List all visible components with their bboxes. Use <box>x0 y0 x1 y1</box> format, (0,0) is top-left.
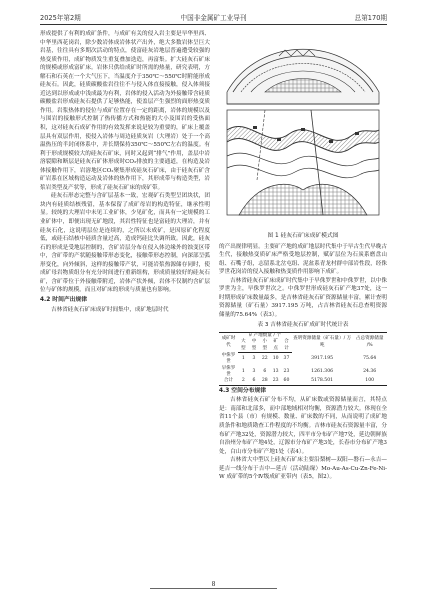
table-cell: 1 <box>241 368 245 374</box>
table-cell: 5178.501 <box>292 378 352 385</box>
figure-caption: 图 1 硅灰石矿床成矿模式图 <box>267 233 339 239</box>
right-paragraph-1: 的产出规律明显。主要矿产地的成矿地层时代集中于早古生代早晚古生代，接触热变质矿床严格受地层控制，赋矿层位为石炭系磨盘山组、石嘴子组，志留系北岔屯组、泥盆系青龙村群中部岩性段，经侏罗世花岗岩的侵入接触和热变质作用影响下成矿。 <box>219 243 387 276</box>
left-column <box>40 30 210 570</box>
table-header-resources: 查明资源储量（矿石量）/ 万吨 <box>292 333 352 353</box>
lower-section-panel <box>227 110 379 215</box>
table-cell: 中侏罗世 <box>221 352 236 365</box>
section-heading-4-3: 4.3 空间分布规律 <box>219 387 267 394</box>
table-cell: 28 <box>259 378 270 385</box>
table-cell: 37 <box>283 356 290 362</box>
table-header-large: 大型 <box>238 339 249 352</box>
running-header <box>40 12 387 24</box>
footer-rule <box>150 588 277 589</box>
table-cell: 合计 <box>219 378 238 385</box>
page-number: 8 <box>211 581 216 588</box>
table-cell: 75.64 <box>363 355 377 361</box>
table-cell: 6 <box>249 378 260 385</box>
left-paragraph-3: 吉林省硅灰石矿床成矿时间集中，成矿地层时代 <box>51 306 169 313</box>
table-cell: 6 <box>263 368 267 374</box>
upper-section-panel <box>227 49 379 104</box>
table-row <box>219 378 387 385</box>
model-diagram <box>219 30 387 230</box>
right-paragraph-2: 吉林省硅灰石矿床成矿时代集中于早侏罗世和中侏罗世，以中侏罗世为主，早侏罗世次之。中侏罗世形成硅灰石矿产地37处，这一时期形成矿床数量最多，是吉林省硅灰石矿资源储量丰富，累计查明资源储量（矿石量）3917.195 万吨，占吉林省硅灰石总查明资源储量的75.64%（表3）。 <box>219 277 387 318</box>
table-cell: 3 <box>252 368 256 374</box>
table-cell: 13 <box>272 368 279 374</box>
mineralization-model-figure <box>219 30 387 230</box>
left-paragraph-2: 硅灰石形态完整与含矿层基本一致，宏观矿石类型呈团块状，团块内有硅质结核残留，基本保留了成矿母岩的构造特征，继承性明显。较纯的大理岩中未见工业矿体，少见矿化，而具有一定规模的工业矿体中，即便出现无矿地段，其岩性特征也是富硅的大理岩，并有硅灰石化，这说明层位是连续的，之所以未成矿，是因原矿化程度低，或硅石结核中硅质含量过高，造成钙硅比失调所致。因此，硅灰石的形成是受地层控制的，含矿岩层分布在侵入体边缘外的蚀变区带中，含矿带的产状随接触带形态变化，接触带形态控制，向深部呈弧形变化，向外倾斜，这样的接触带产状，可能岩浆热源储存同时，使成矿母岩物质组分有充分时间进行重新组构，形成质量较好的硅灰石矿，含矿带位于外接触带附近，岩体产状外倾，岩体不仅制约含矿层位与矿体的规模，而且对矿床的形成与质量也有影响。 <box>40 193 210 294</box>
table-header-percent: 占总资源储量 /% <box>352 333 387 353</box>
table-cell: 2 <box>238 378 249 385</box>
table-header-total: 合计 <box>281 339 292 352</box>
table-header-occurrence: 矿点 <box>270 339 281 352</box>
table-header-small: 小型 <box>259 339 270 352</box>
header-rule <box>40 24 387 25</box>
table-cell: 1261.306 <box>311 368 334 374</box>
table-cell: 60 <box>281 378 292 385</box>
issue-label: 2025年第2期 <box>40 14 81 22</box>
table-cell: 3 <box>252 356 256 362</box>
table-caption: 表 3 吉林省硅灰石矿成矿时代统计表 <box>257 322 349 329</box>
mineralization-era-table <box>219 332 387 386</box>
table-cell: 23 <box>283 368 290 374</box>
right-paragraph-4: 吉林省大中型以上硅灰石矿床主要沿梨树—双阳—磐石—永吉—延吉一线分布于吉中—延吉（活动陆缘）Mo-Au-As-Cu-Zn-Fe-Ni-W 成矿带的5个Ⅳ级成矿亚带内（表5，图2）。 <box>219 457 387 481</box>
table-cell: 22 <box>261 356 268 362</box>
table-header-medium: 中型 <box>249 339 260 352</box>
table-cell: 10 <box>272 356 279 362</box>
table-cell: 1 <box>241 356 245 362</box>
table-row <box>219 353 387 366</box>
left-paragraph-1: 形成提供了有利的成矿条件，与成矿有关的侵入岩主要是早华里西、中华里西花岗岩，除少数岩体成岩体状产出外，绝大多数岩体呈巨大岩基，往往具有多期次活动的特点，使富硅灰岩地层普遍遭受较强的热变质作用，成矿物质发生重复叠加迭造，再富集。扩大硅灰石矿床的规模或形成富矿床。岩体只供给成矿时所需的热量，研究表明，方解石和石英在一个大气压下，当温度介于350℃～550℃时附能形成硅灰石。因此，硅质碳酸盐岩往往不与侵入体直接接触，侵入体须接近达到以形成或中浅成最为有利，岩体的侵入活动为外接触带含硅质碳酸盐岩形成硅灰石提供了足够热能，使盖层产生强烈的面形热变质作用。岩浆热体的侵位与成矿位置存在一定的距离，岩体的规模以及与围岩的接触形式控制了热传播方式和热能的大小及围岩的受热面积，这对硅灰石成矿作用的有效发挥来说是较为重要的，矿床上覆盖层具有双层作用，使侵入岩体与周边硅质灰岩（大理岩）处于一个高温热压的半封闭体系中，并长期保持350℃～550℃左右的温度。有利于形成规模较大的硅灰石矿床，同时又起到“排气”作用，盖层中岩溶裂隙和断层是硅灰石矿体形成时CO₂排放的主要通道，在构造及岩体接触作用下，岩溶地区CO₂聚集形成硅灰石矿床，由于硅灰石矿含矿岩系在区域构造运动及岩体的热作用下，其形成带与构造类型，岩浆岩类型及产状等，形成了硅灰石矿床的成矿带。 <box>40 31 210 191</box>
right-column <box>219 30 387 482</box>
total-issue-label: 总第170期 <box>354 14 387 22</box>
table-cell: 100 <box>352 378 387 385</box>
table-cell: 23 <box>270 378 281 385</box>
table-header-group: 矿产地数量 / 个 <box>238 333 292 340</box>
right-paragraph-3: 吉林省硅灰石矿分布不均，从矿床数或资源储量而言，其特点是：南部和北部多，而中部地域相对均衡，资源潜力较大。体现在全省11个县（市）有规模、数量、矿床数的不同，从而说明了成矿地质条件和地质勘查工作程度的不均衡。吉林市硅灰石资源量丰富，分布矿产地32处，资源潜力较大，四平市分布矿产地7处，延边朝鲜族自治州分布矿产地4处，辽源市分布矿产地3处，长春市分布矿产地3处，白山市分布矿产地1处（表4）。 <box>219 397 387 455</box>
table-cell: 早侏罗世 <box>221 365 236 377</box>
section-heading-4-2: 4.2 时间产出规律 <box>40 296 88 303</box>
table-cell: 3917.195 <box>311 355 334 361</box>
table-cell: 24.36 <box>363 368 377 374</box>
journal-title: 中国非金属矿工业导刊 <box>180 14 247 22</box>
table-header-era: 成矿时代 <box>219 333 238 353</box>
table-row <box>219 366 387 379</box>
